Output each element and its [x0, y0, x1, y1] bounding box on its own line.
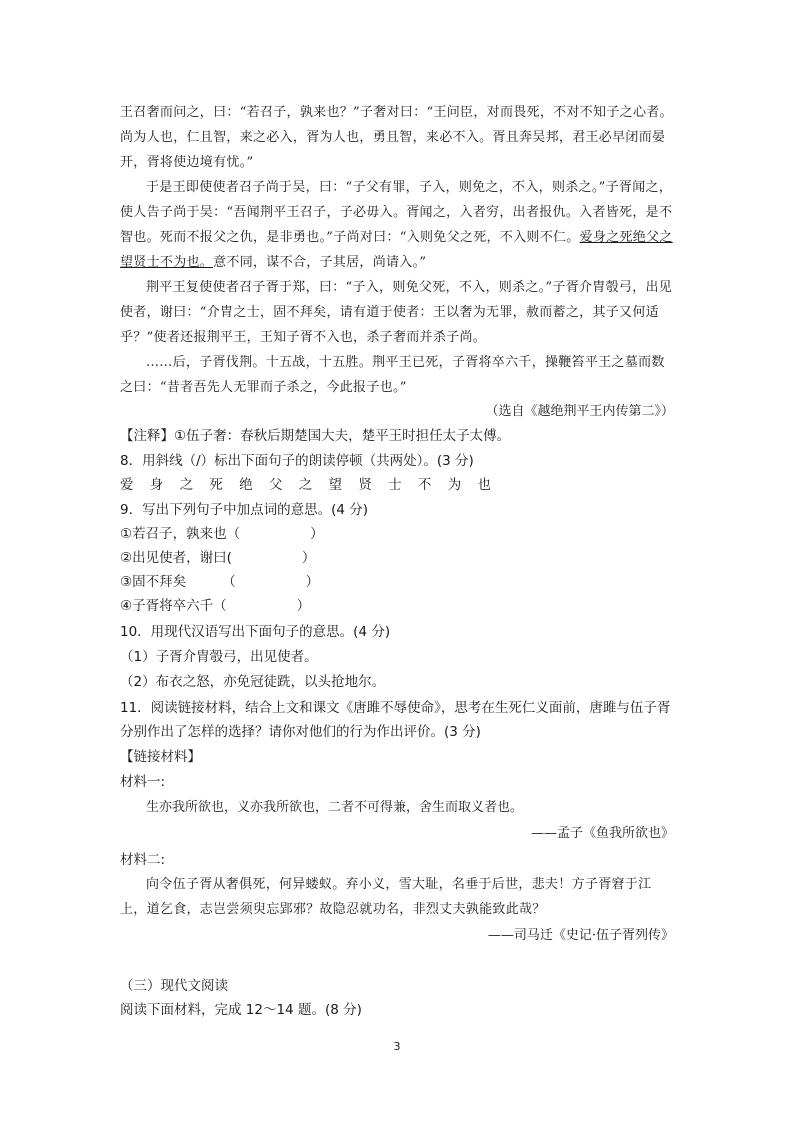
section-3-title: （三）现代文阅读 — [120, 978, 228, 994]
annotation-note: 【注释】①伍子奢：春秋后期楚国大夫，楚平王时担任太子太傅。 — [120, 428, 511, 444]
material-1-label: 材料一: — [120, 774, 166, 790]
passage-paragraph-2-a: 于是王即使使者召子尚于吴，曰：“子父有罪，子入，则免之，不入，则杀之。”子胥闻之，使人告子尚于吴：“吾闻荆平王召子，子必毋入。胥闻之，入者穷，出者报仇。入者皆死，是不智也。死而不报父之仇，是非勇也。”子尚对曰：“入则免父之死，不入则不仁。 — [120, 180, 673, 245]
section-3-instruction: 阅读下面材料，完成 12～14 题。(8 分) — [120, 1002, 362, 1018]
passage-paragraph-2 — [120, 175, 675, 275]
link-material-title: 【链接材料】 — [120, 749, 201, 765]
underlined-sentence: 爱身之死绝父之望贤士不为也。 — [120, 230, 673, 270]
material-2-source: ——司马迁《史记·伍子胥列传》 — [487, 928, 674, 943]
passage-paragraph-3: 荆平王复使使者召子胥于郑，曰：“子入，则免父死，不入，则杀之。”子胥介胄彀弓，出见使者，谢曰：“介胄之士，固不拜矣，请有道于使者：王以奢为无罪，赦而蓄之，其子又何适乎？”使者还报荆平王，王知子胥不入也，杀子奢而并杀子尚。 — [120, 280, 673, 345]
question-9-item-4: ④子胥将卒六千（ ） — [120, 598, 311, 614]
material-1-source: ——孟子《鱼我所欲也》 — [530, 826, 674, 841]
question-8-prompt: 8．用斜线（/）标出下面句子的朗读停顿（共两处）。(3 分) — [120, 453, 474, 469]
question-10-item-2: （2）布衣之怒，亦免冠徒跣，以头抢地尔。 — [120, 674, 386, 690]
question-9-prompt: 9．写出下列句子中加点词的意思。(4 分) — [120, 502, 369, 518]
question-10-prompt: 10．用现代汉语写出下面句子的意思。(4 分) — [120, 624, 391, 640]
question-8-sentence: 爱 身 之 死 绝 父 之 望 贤 士 不 为 也 — [120, 477, 497, 493]
question-11-prompt: 11．阅读链接材料，结合上文和课文《唐雎不辱使命》，思考在生死仁义面前，唐雎与伍子胥分别作出了怎样的选择？请你对他们的行为作出评价。(3 分) — [120, 700, 671, 740]
question-9-item-2: ②出见使者，谢曰( ） — [120, 550, 316, 566]
passage-paragraph-2-b: 意不同，谋不合，子其居，尚请入。” — [213, 255, 427, 270]
passage-paragraph-4: ……后，子胥伐荆。十五战，十五胜。荆平王已死，子胥将卒六千，操鞭笞平王之墓而数之曰：“昔者吾先人无罪而子杀之，今此报子也。” — [120, 355, 665, 395]
question-9-item-3: ③固不拜矣 （ ） — [120, 574, 320, 590]
material-2-text: 向令伍子胥从奢俱死，何异蝼蚁。弃小义，雪大耻，名垂于后世，悲夫！方子胥窘于江上，道乞食，志岂尝须臾忘郢邪？故隐忍就功名，非烈丈夫孰能致此哉？ — [120, 877, 652, 917]
passage-paragraph-1: 王召奢而问之，曰：“若召子，孰来也？”子奢对曰：“王问臣，对而畏死，不对不知子之心者。尚为人也，仁且智，来之必入，胥为人也，勇且智，来必不入。胥且奔吴邦，君王必早闭而晏开，胥将使边境有忧。” — [120, 105, 673, 170]
passage-source: （选自《越绝荆平王内传第二》） — [485, 404, 674, 419]
question-9-item-1: ①若召子，孰来也（ ） — [120, 526, 324, 542]
question-10-item-1: （1）子胥介胄彀弓，出见使者。 — [120, 649, 318, 665]
material-2-label: 材料二: — [120, 852, 166, 868]
page-number: 3 — [393, 1040, 401, 1053]
material-1-text: 生亦我所欲也，义亦我所欲也，二者不可得兼，舍生而取义者也。 — [146, 800, 524, 815]
